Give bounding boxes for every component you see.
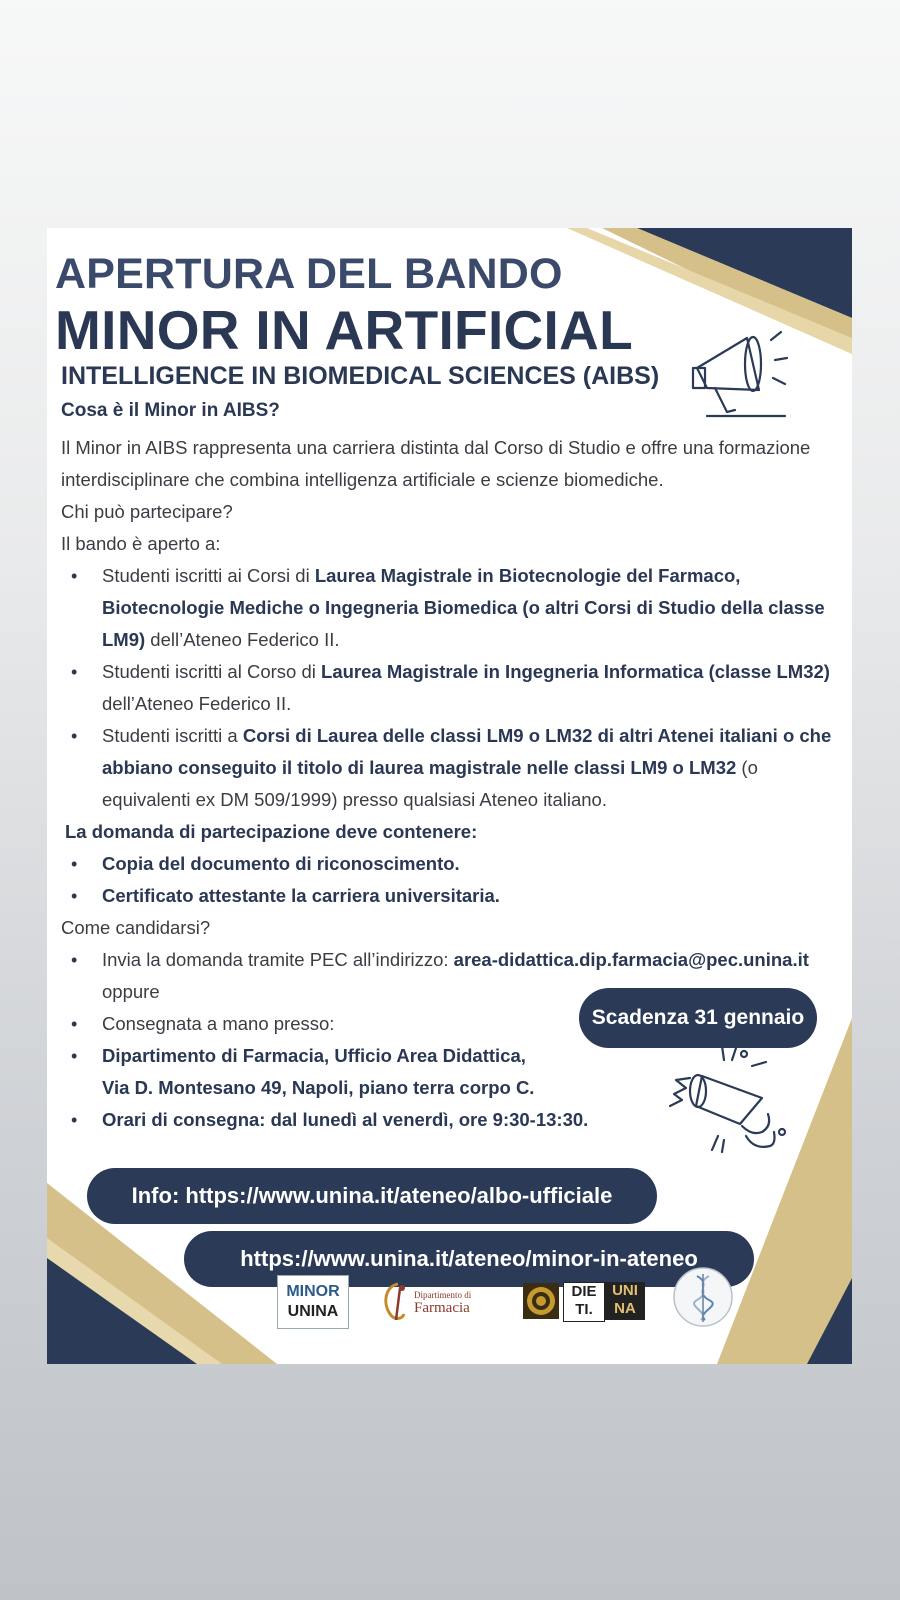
pec-email-link[interactable]: area-didattica.dip.farmacia@pec.unina.it <box>453 949 809 970</box>
list-item: • Invia la domanda tramite PEC all’indirizzo: area-didattica.dip.farmacia@pec.unina.it oppure <box>87 944 841 1008</box>
title-line-2: MINOR IN ARTIFICIAL <box>55 299 634 361</box>
info-link-button[interactable]: Info: https://www.unina.it/ateneo/albo-ufficiale <box>87 1168 657 1224</box>
section-what-question: Cosa è il Minor in AIBS? <box>61 400 280 421</box>
list-item: • Orari di consegna: dal lunedì al venerdì, ore 9:30-13:30. <box>87 1104 841 1136</box>
hand-megaphone-icon <box>662 1036 792 1166</box>
domanda-list <box>61 848 841 912</box>
title-line-3: INTELLIGENCE IN BIOMEDICAL SCIENCES (AIBS) <box>61 362 660 390</box>
farmacia-emblem-icon <box>380 1280 412 1324</box>
section-what-text: Il Minor in AIBS rappresenta una carriera distinta dal Corso di Studio e offre una formazione interdisciplinare che combina intelligenza artificiale e scienze biomediche. <box>61 437 811 490</box>
list-item: • Studenti iscritti ai Corsi di Laurea Magistrale in Biotecnologie del Farmaco, Biotecnologie Mediche o Ingegneria Biomedica (o altri Corsi di Studio della classe LM9) dell’Ateneo Federico II. <box>87 560 841 656</box>
list-item: • Certificato attestante la carriera universitaria. <box>87 880 841 912</box>
poster <box>47 228 852 1364</box>
eligibility-list <box>61 560 841 816</box>
who-intro: Il bando è aperto a: <box>61 533 221 554</box>
dieti-unina-logos <box>523 1282 647 1322</box>
deadline-badge: Scadenza 31 gennaio <box>579 988 817 1048</box>
list-item: • Copia del documento di riconoscimento. <box>87 848 841 880</box>
dieti-logo: DIE TI. <box>563 1282 605 1322</box>
list-item: • Studenti iscritti a Corsi di Laurea delle classi LM9 o LM32 di altri Atenei italiani o che abbiano conseguito il titolo di laurea magistrale nelle classi LM9 o LM32 (o equivalenti ex DM 509/1999) presso qualsiasi Ateneo italiano. <box>87 720 841 816</box>
list-item: • Consegnata a mano presso: <box>87 1008 841 1040</box>
farmacia-logo: Dipartimento di Farmacia <box>380 1278 490 1330</box>
megaphone-icon <box>687 320 797 430</box>
title-line-1: APERTURA DEL BANDO <box>55 250 563 298</box>
minor-link-button[interactable]: https://www.unina.it/ateneo/minor-in-ateneo <box>184 1231 754 1287</box>
university-seal-icon <box>523 1283 559 1319</box>
list-item: • Dipartimento di Farmacia, Ufficio Area Didattica, Via D. Montesano 49, Napoli, piano terra corpo C. <box>87 1040 841 1104</box>
come-title: Come candidarsi? <box>61 917 211 938</box>
dna-caduceus-logo-icon <box>672 1266 734 1328</box>
unina-logo: UNI NA <box>605 1282 645 1320</box>
list-item: • Studenti iscritti al Corso di Laurea Magistrale in Ingegneria Informatica (classe LM32) dell’Ateneo Federico II. <box>87 656 841 720</box>
minor-unina-logo: MINOR UNINA <box>277 1275 349 1329</box>
who-question: Chi può partecipare? <box>61 501 233 522</box>
domanda-title: La domanda di partecipazione deve contenere: <box>65 821 478 842</box>
